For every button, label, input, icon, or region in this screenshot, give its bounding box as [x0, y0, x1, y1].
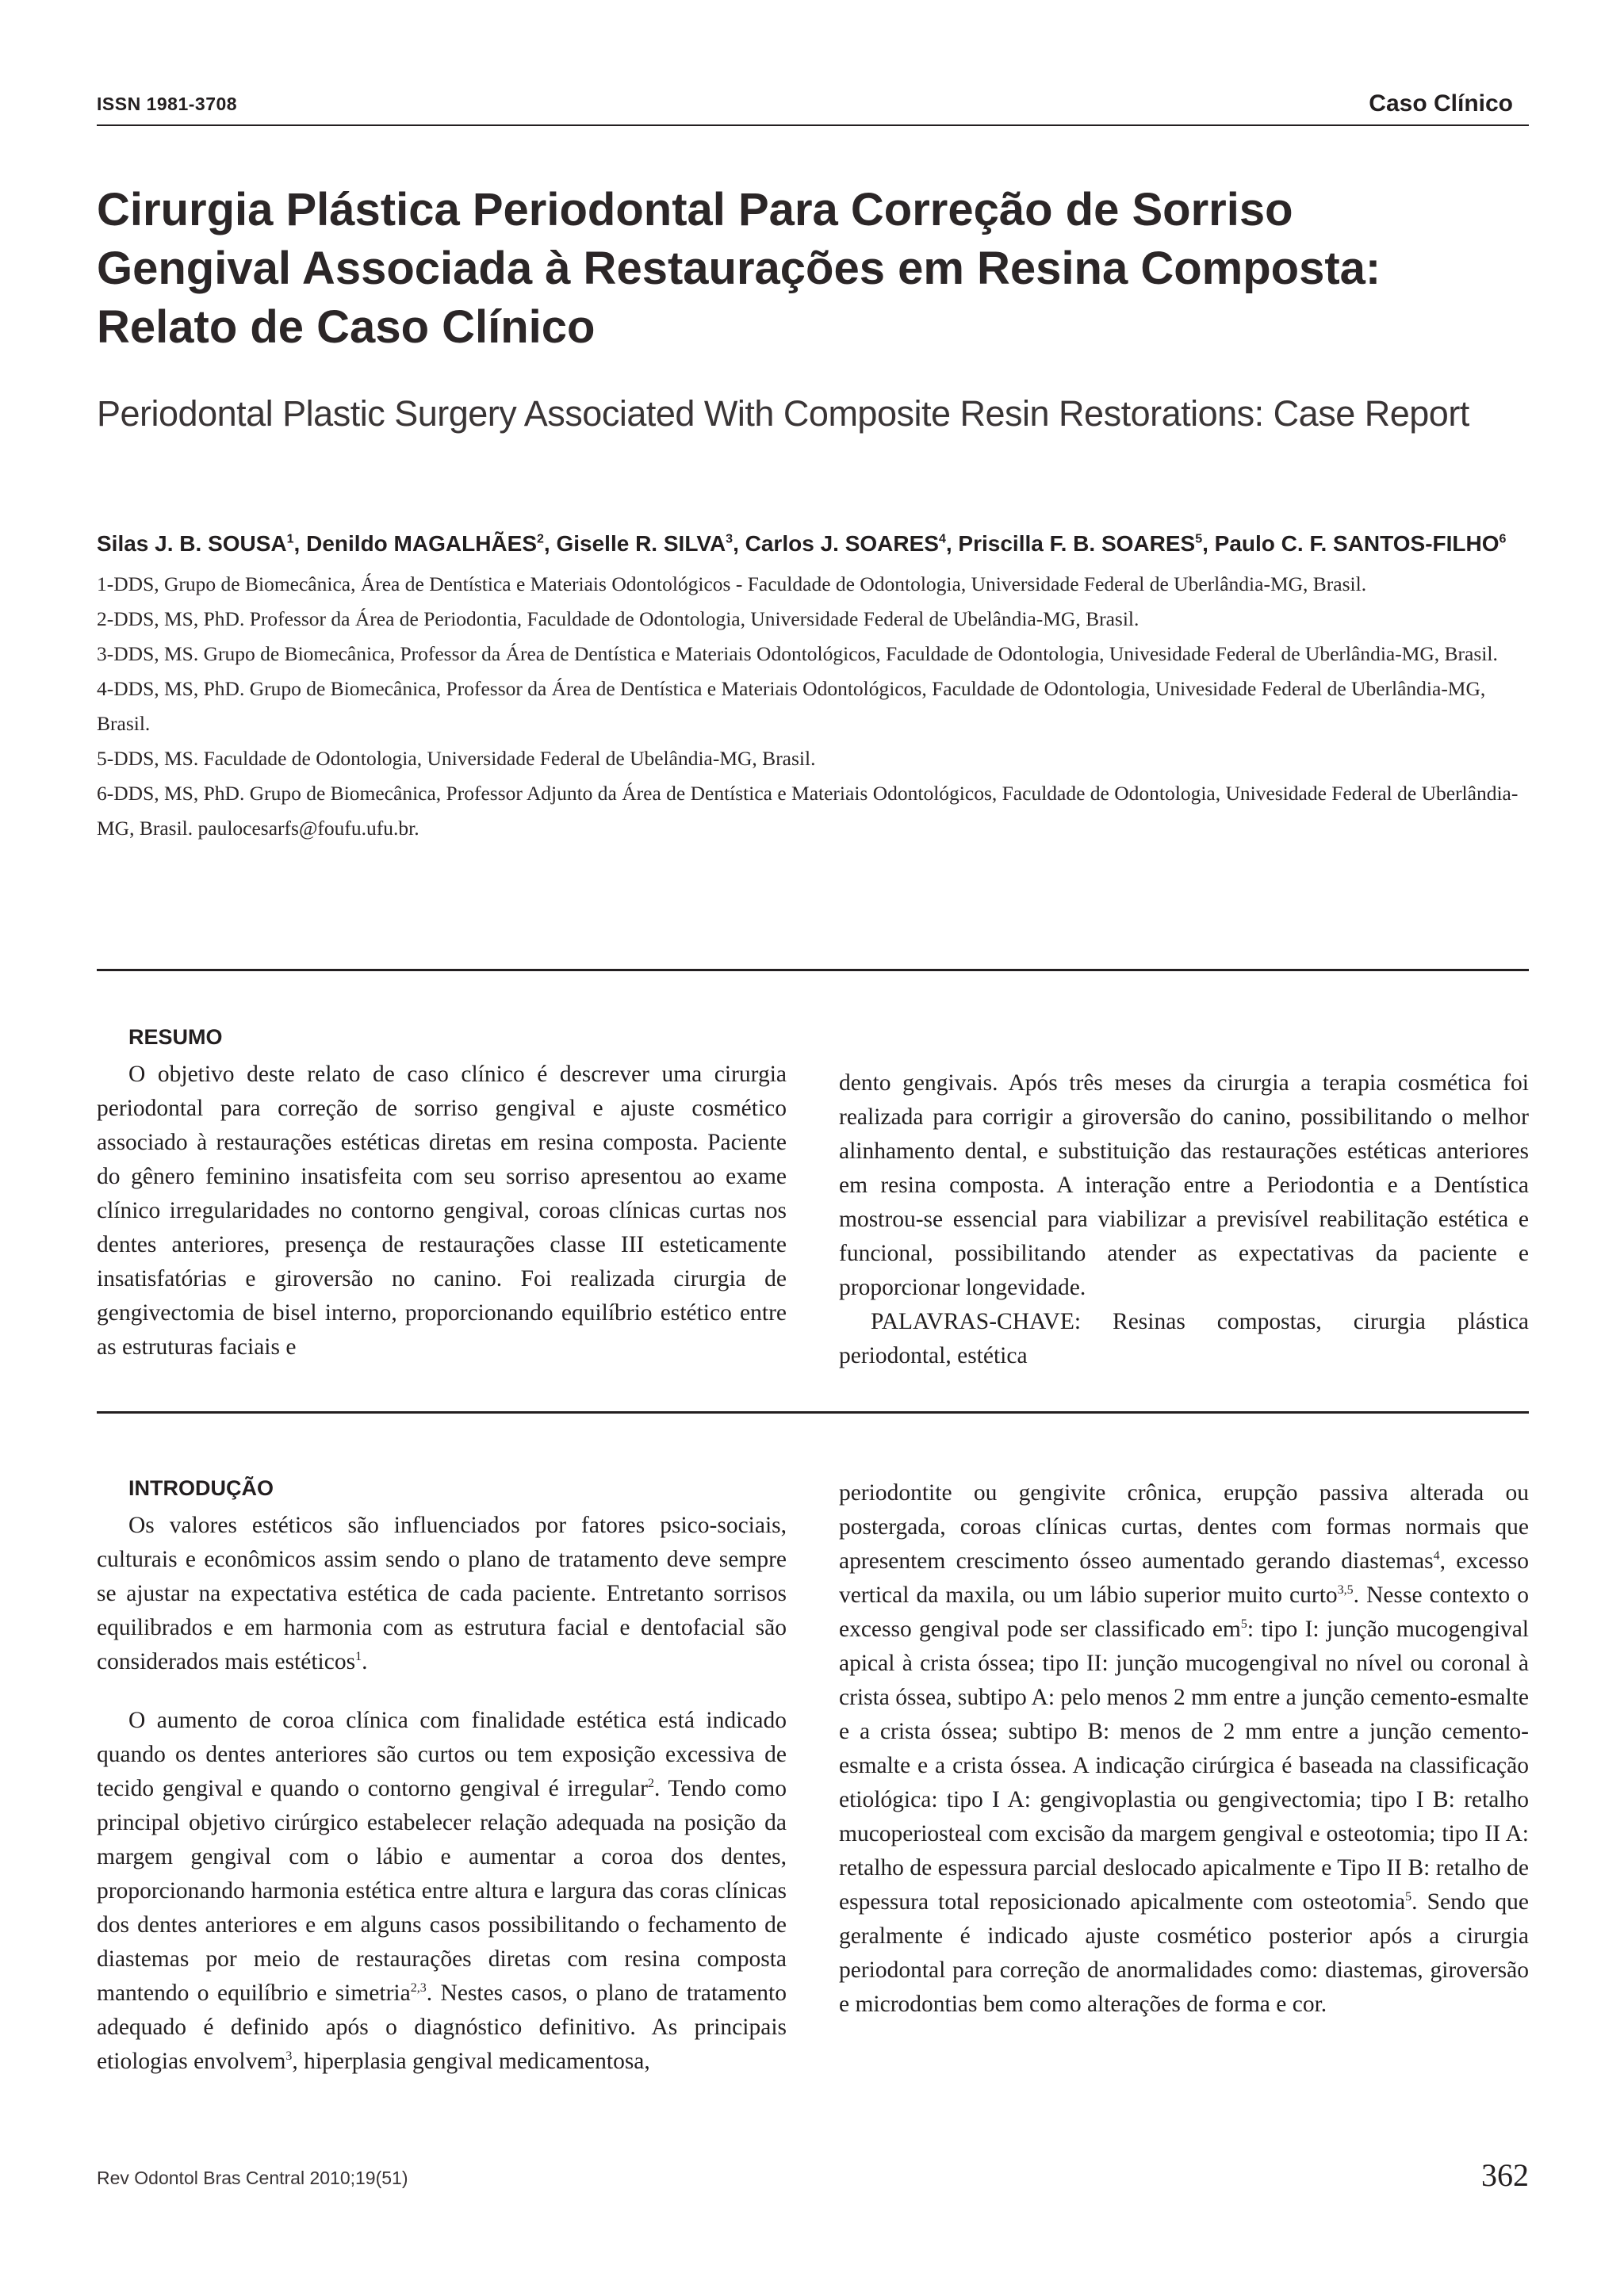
- section-label: Caso Clínico: [1369, 90, 1513, 117]
- journal-reference: Rev Odontol Bras Central 2010;19(51): [97, 2168, 408, 2188]
- title-line: Relato de Caso Clínico: [97, 301, 596, 353]
- intro-right-column: [839, 1476, 1529, 2022]
- page-number: 362: [1481, 2157, 1529, 2193]
- intro-paragraph-1: Os valores estéticos são influenciados por fatores psico-sociais, culturais e econômicos assim sendo o plano de tratamento deve sempre se ajustar na expectativa estética de cada paciente. Entretanto sorrisos equilibrados e em harmonia com as estrutura facial e dentofacial são considerados mais estéticos$^1$.: [97, 1513, 787, 1674]
- author-name: Priscilla F. B. SOARES: [958, 531, 1196, 556]
- author-name: Silas J. B. SOUSA: [97, 531, 287, 556]
- author-name: Denildo MAGALHÃES: [306, 531, 537, 556]
- header-divider: [97, 124, 1529, 126]
- intro-left-column: [97, 1476, 787, 2079]
- title-line: Gengival Associada à Restaurações em Resina Composta:: [97, 243, 1381, 294]
- section-divider: [97, 969, 1529, 971]
- intro-heading: INTRODUÇÃO: [128, 1476, 274, 1500]
- author-ref: 2: [537, 532, 544, 546]
- abstract-text-continued: dento gengivais. Após três meses da cirurgia a terapia cosmética foi realizada para corrigir a giroversão do canino, possibilitando o melhor alinhamento dental, e substituição das restaurações estéticas anteriores em resina composta. A interação entre a Periodontia e a Dentística mostrou-se essencial para viabilizar a previsível reabilitação estética e funcional, possibilitando atender as expectativas da paciente e proporcionar longevidade.: [839, 1070, 1529, 1300]
- keywords: PALAVRAS-CHAVE: Resinas compostas, cirurgia plástica periodontal, estética: [839, 1309, 1529, 1368]
- affiliation: 3-DDS, MS. Grupo de Biomecânica, Professor da Área de Dentística e Materiais Odontológicos, Faculdade de Odontologia, Univesidade Federal de Uberlândia-MG, Brasil.: [97, 642, 1498, 665]
- author-name: Giselle R. SILVA: [556, 531, 726, 556]
- issn: ISSN 1981-3708: [97, 94, 238, 114]
- article-title: [97, 181, 1529, 357]
- affiliation: 5-DDS, MS. Faculdade de Odontologia, Universidade Federal de Ubelândia-MG, Brasil.: [97, 747, 816, 770]
- article-subtitle: Periodontal Plastic Surgery Associated With Composite Resin Restorations: Case Report: [97, 393, 1469, 434]
- author-ref: 5: [1195, 532, 1203, 546]
- section-divider: [97, 1411, 1529, 1414]
- abstract-heading: RESUMO: [128, 1025, 223, 1049]
- abstract-right-column: [839, 1066, 1529, 1373]
- intro-paragraph-continued: periodontite ou gengivite crônica, erupção passiva alterada ou postergada, coroas clínicas curtas, dentes com formas normais que apresentem crescimento ósseo aumentado gerando diastemas$^4$, excesso vertical da maxila, ou um lábio superior muito curto$^{3,5}$. Nesse contexto o excesso gengival pode ser classificado $em^5$: tipo I: junção mucogengival apical à crista óssea; tipo II: junção mucogengival no nível ou coronal à crista óssea, subtipo A: pelo menos 2 mm entre a junção cemento-esmalte e a crista óssea; subtipo B: menos de 2 mm entre a junção cemento-esmalte e a crista óssea. A indicação cirúrgica é baseada na classificação etiológica: tipo I A: gengivoplastia ou gengivectomia; tipo I B: retalho mucoperiosteal com excisão da margem gengival e osteotomia; tipo II A: retalho de espessura parcial deslocado apicalmente e Tipo II B: retalho de espessura total reposicionado apicalmente com osteotomia$^5$. Sendo que geralmente é indicado ajuste cosmético posterior após a cirurgia periodontal para correção de anormalidades como: diastemas, giroversão e microdontias bem como alterações de forma e cor.: [839, 1480, 1530, 2017]
- intro-paragraph-2: O aumento de coroa clínica com finalidade estética está indicado quando os dentes anteriores são curtos ou tem exposição excessiva de tecido gengival e quando o contorno gengival é irregular$^2$. Tendo como principal objetivo cirúrgico estabelecer relação adequada na posição da margem gengival com o lábio e aumentar a coroa dos dentes, proporcionando harmonia estética entre altura e largura das coras clínicas dos dentes anteriores e em alguns casos possibilitando o fechamento de diastemas por meio de restaurações diretas com resina composta mantendo o equilíbrio e simetria$^{2,3}$. Nestes casos, o plano de tratamento adequado é definido após o diagnóstico definitivo. As principais etiologias envolvem$^3$, hiperplasia gengival medicamentosa,: [97, 1708, 787, 2074]
- abstract-left-column: [97, 1025, 787, 1364]
- author-ref: 3: [726, 532, 733, 546]
- abstract-text: O objetivo deste relato de caso clínico é descrever uma cirurgia periodontal para correção de sorriso gengival e ajuste cosmético associado à restaurações estéticas diretas em resina composta. Paciente do gênero feminino insatisfeita com seu sorriso apresentou ao exame clínico irregularidades no contorno gengival, coroas clínicas curtas nos dentes anteriores, presença de restaurações classe III esteticamente insatisfatórias e giroversão no canino. Foi realizada cirurgia de gengivectomia de bisel interno, proporcionando equilíbrio estético entre as estruturas faciais e: [97, 1062, 787, 1360]
- affiliation-list: [97, 567, 1529, 846]
- author-name: Paulo C. F. SANTOS-FILHO: [1214, 531, 1500, 556]
- affiliation: 6-DDS, MS, PhD. Grupo de Biomecânica, Professor Adjunto da Área de Dentística e Materiais Odontológicos, Faculdade de Odontologia, Univesidade Federal de Uberlândia-MG, Brasil. paulocesarfs@foufu.ufu.br.: [97, 782, 1519, 840]
- author-ref: 6: [1499, 532, 1507, 546]
- title-line: Cirurgia Plástica Periodontal Para Correção de Sorriso: [97, 184, 1293, 235]
- author-ref: 4: [938, 532, 946, 546]
- affiliation: 1-DDS, Grupo de Biomecânica, Área de Dentística e Materiais Odontológicos - Faculdade de Odontologia, Universidade Federal de Uberlândia-MG, Brasil.: [97, 572, 1367, 595]
- author-name: Carlos J. SOARES: [745, 531, 939, 556]
- affiliation: 2-DDS, MS, PhD. Professor da Área de Periodontia, Faculdade de Odontologia, Universidade Federal de Ubelândia-MG, Brasil.: [97, 607, 1139, 630]
- author-ref: 1: [286, 532, 294, 546]
- affiliation: 4-DDS, MS, PhD. Grupo de Biomecânica, Professor da Área de Dentística e Materiais Odontológicos, Faculdade de Odontologia, Univesidade Federal de Uberlândia-MG, Brasil.: [97, 677, 1486, 735]
- author-list: Silas J. B. SOUSA$^1$, Denildo MAGALHÃES$^2$, Giselle R. SILVA$^3$, Carlos J. SOARES$^4$, Priscilla F. B. SOARES$^5$, Paulo C. F. SANTOS-FILHO$^6$: [97, 531, 1507, 556]
